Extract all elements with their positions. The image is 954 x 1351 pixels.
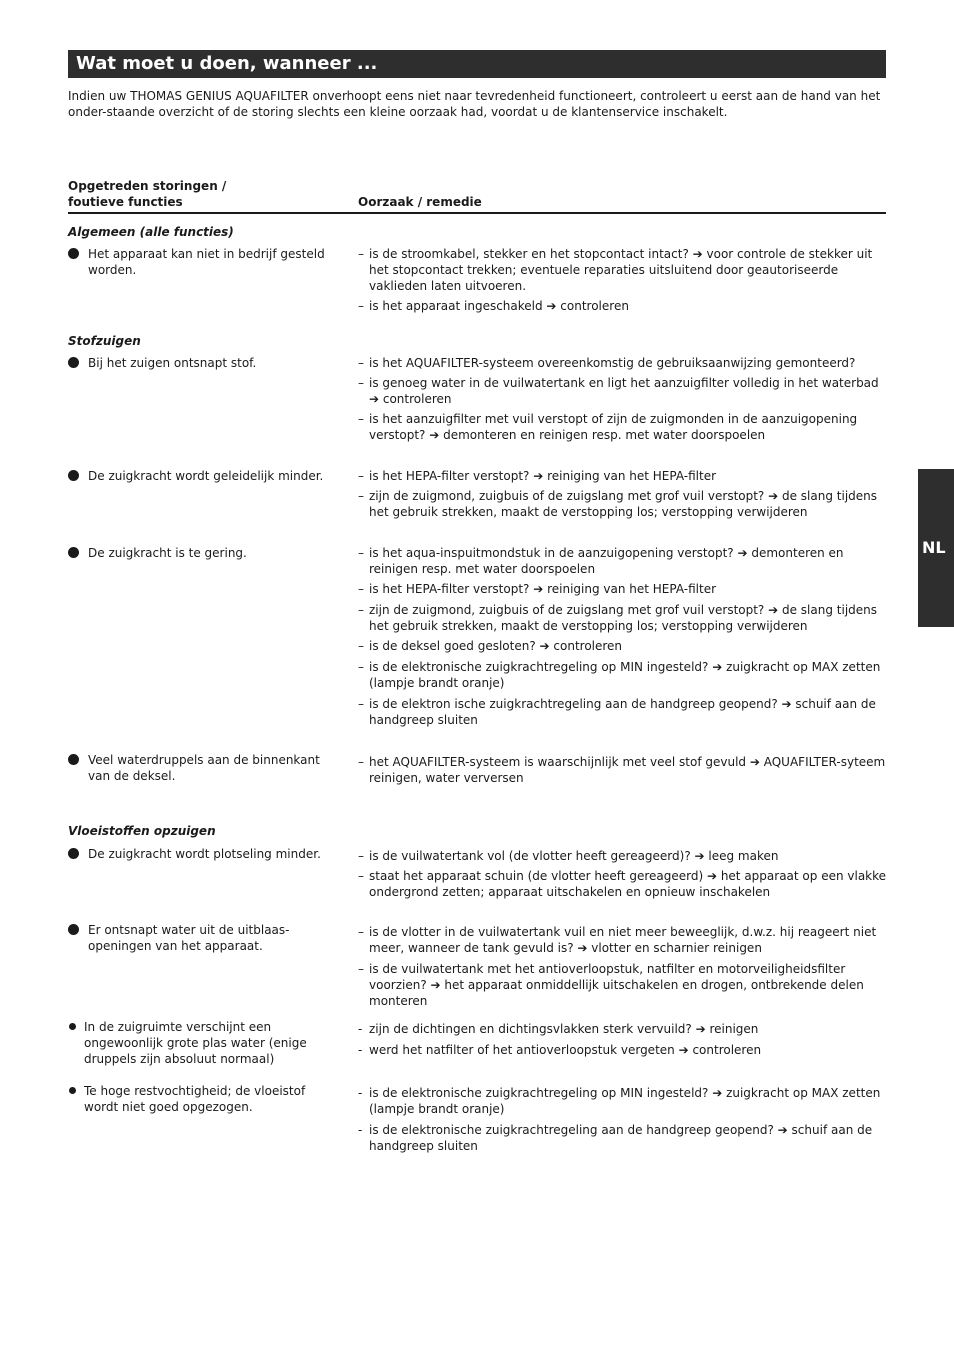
remedy-text: is het AQUAFILTER-systeem overeenkomstig de gebruiksaanwijzing gemonteerd?: [369, 356, 856, 370]
dash-marker: –: [358, 299, 364, 313]
remedy-item: [358, 488, 888, 520]
remedy-text: is de vuilwatertank met het antioverloopstuk, natfilter en motorveiligheidsfilter voorzien? ➔ het apparaat onmiddellijk uitschakelen en drogen, ontbrekende delen monteren: [369, 962, 864, 1008]
remedy-item: [358, 659, 888, 691]
remedy-text: is de elektronische zuigkrachtregeling op MIN ingesteld? ➔ zuigkracht op MAX zetten (lampje brandt oranje): [369, 660, 881, 690]
symptom-text: In de zuigruimte verschijnt een ongewoonlijk grote plas water (enige druppels zijn absoluut normaal): [84, 1020, 307, 1066]
column-header-remedy: Oorzaak / remedie: [358, 195, 482, 209]
remedy-text: is de vlotter in de vuilwatertank vuil en niet meer beweeglijk, d.w.z. hij reageert niet meer, wanneer de tank gevuld is? ➔ vlotter en scharnier reinigen: [369, 925, 877, 955]
remedy-text: is genoeg water in de vuilwatertank en ligt het aanzuigfilter volledig in het waterbad ➔ controleren: [369, 376, 879, 406]
dash-marker: –: [358, 755, 364, 769]
remedy-item: [358, 602, 888, 634]
symptom-item: [68, 246, 338, 278]
symptom-item: [68, 1019, 338, 1067]
remedy-text: is de stroomkabel, stekker en het stopcontact intact? ➔ voor controle de stekker uit het stopcontact trekken; eventuele reparaties uitsluitend door geautoriseerde vaklieden laten uitvoeren.: [369, 247, 873, 293]
hyphen-marker: -: [358, 1086, 363, 1100]
section-heading-algemeen: Algemeen (alle functies): [68, 225, 234, 239]
bullet-icon: [69, 1087, 76, 1094]
symptom-item: [68, 752, 338, 784]
dash-marker: –: [358, 660, 364, 674]
remedy-item: [358, 696, 888, 728]
symptom-item: [68, 846, 338, 862]
symptom-item: [68, 355, 338, 371]
remedy-item: [358, 375, 888, 407]
remedy-text: zijn de zuigmond, zuigbuis of de zuigslang met grof vuil verstopt? ➔ de slang tijdens het gebruik strekken, maakt de verstopping los; verstopping verwijderen: [369, 489, 878, 519]
dash-marker: –: [358, 849, 364, 863]
dash-marker: –: [358, 603, 364, 617]
column-header-symptoms: [68, 178, 226, 210]
remedy-item: [358, 581, 888, 597]
dash-marker: –: [358, 925, 364, 939]
symptom-text: De zuigkracht wordt plotseling minder.: [88, 847, 321, 861]
section-heading-vloeistoffen: Vloeistoffen opzuigen: [68, 824, 216, 838]
remedy-text: is het aqua-inspuitmondstuk in de aanzuigopening verstopt? ➔ demonteren en reinigen resp. met water doorspoelen: [369, 546, 844, 576]
remedy-item: [358, 961, 888, 1009]
symptom-item: [68, 545, 338, 561]
section-heading-stofzuigen: Stofzuigen: [68, 334, 141, 348]
remedy-text: is de vuilwatertank vol (de vlotter heeft gereageerd)? ➔ leeg maken: [369, 849, 779, 863]
symptom-text: Te hoge restvochtigheid; de vloeistof wordt niet goed opgezogen.: [84, 1084, 306, 1114]
remedy-text: zijn de dichtingen en dichtingsvlakken sterk vervuild? ➔ reinigen: [369, 1022, 759, 1036]
remedy-item: [358, 868, 888, 900]
intro-paragraph: Indien uw THOMAS GENIUS AQUAFILTER onverhoopt eens niet naar tevredenheid functioneert, controleert u eerst aan de hand van het onder-staande overzicht of de storing slechts een kleine oorzaak had, voordat u de klantenservice inschakelt.: [68, 89, 881, 119]
dash-marker: –: [358, 376, 364, 390]
remedy-text: is het HEPA-filter verstopt? ➔ reiniging van het HEPA-filter: [369, 582, 717, 596]
bullet-icon: [68, 248, 79, 259]
remedy-text: is de elektron ische zuigkrachtregeling aan de handgreep geopend? ➔ schuif aan de handgreep sluiten: [369, 697, 876, 727]
dash-marker: –: [358, 247, 364, 261]
symptom-text: Er ontsnapt water uit de uitblaas-openingen van het apparaat.: [88, 923, 290, 953]
dash-marker: –: [358, 412, 364, 426]
symptom-text: Het apparaat kan niet in bedrijf gesteld worden.: [88, 247, 325, 277]
remedy-item: [358, 848, 888, 864]
remedy-item: [358, 924, 888, 956]
title-bar: [68, 50, 886, 78]
symptom-item: [68, 468, 338, 484]
symptom-text: Bij het zuigen ontsnapt stof.: [88, 356, 257, 370]
remedy-text: is de elektronische zuigkrachtregeling op MIN ingesteld? ➔ zuigkracht op MAX zetten (lampje brandt oranje): [369, 1086, 881, 1116]
language-tab-label: NL: [922, 538, 946, 557]
dash-marker: –: [358, 962, 364, 976]
column-header-symptoms-line2: foutieve functies: [68, 195, 183, 209]
hyphen-marker: -: [358, 1022, 363, 1036]
remedy-text: het AQUAFILTER-systeem is waarschijnlijk met veel stof gevuld ➔ AQUAFILTER-syteem reinigen, water verversen: [369, 755, 886, 785]
remedy-text: werd het natfilter of het antioverloopstuk vergeten ➔ controleren: [369, 1043, 762, 1057]
remedy-item: [358, 355, 888, 371]
language-tab: [918, 469, 954, 627]
dash-marker: –: [358, 356, 364, 370]
remedy-item: [358, 1122, 888, 1154]
dash-marker: –: [358, 697, 364, 711]
remedy-text: is het HEPA-filter verstopt? ➔ reiniging van het HEPA-filter: [369, 469, 717, 483]
header-divider: [68, 212, 886, 214]
bullet-icon: [68, 357, 79, 368]
remedy-item: [358, 411, 888, 443]
remedy-item: [358, 246, 888, 294]
hyphen-marker: -: [358, 1043, 363, 1057]
page-title: Wat moet u doen, wanneer ...: [76, 53, 378, 74]
remedy-text: zijn de zuigmond, zuigbuis of de zuigslang met grof vuil verstopt? ➔ de slang tijdens het gebruik strekken, maakt de verstopping los; verstopping verwijderen: [369, 603, 878, 633]
remedy-item: [358, 1085, 888, 1117]
dash-marker: –: [358, 546, 364, 560]
symptom-text: De zuigkracht wordt geleidelijk minder.: [88, 469, 324, 483]
symptom-text: De zuigkracht is te gering.: [88, 546, 247, 560]
bullet-icon: [69, 1023, 76, 1030]
remedy-text: is het apparaat ingeschakeld ➔ controleren: [369, 299, 629, 313]
symptom-item: [68, 1083, 338, 1115]
symptom-item: [68, 922, 338, 954]
hyphen-marker: -: [358, 1123, 363, 1137]
remedy-item: [358, 298, 888, 314]
bullet-icon: [68, 470, 79, 481]
bullet-icon: [68, 547, 79, 558]
bullet-icon: [68, 848, 79, 859]
dash-marker: –: [358, 469, 364, 483]
remedy-item: [358, 1042, 888, 1058]
dash-marker: –: [358, 582, 364, 596]
remedy-item: [358, 545, 888, 577]
remedy-text: is het aanzuigfilter met vuil verstopt of zijn de zuigmonden in de aanzuigopening verstopt? ➔ demonteren en reinigen resp. met water doorspoelen: [369, 412, 858, 442]
remedy-text: is de elektronische zuigkrachtregeling aan de handgreep geopend? ➔ schuif aan de handgreep sluiten: [369, 1123, 873, 1153]
remedy-item: [358, 468, 888, 484]
bullet-icon: [68, 754, 79, 765]
remedy-item: [358, 638, 888, 654]
column-header-symptoms-line1: Opgetreden storingen /: [68, 179, 227, 193]
remedy-item: [358, 1021, 888, 1037]
dash-marker: –: [358, 489, 364, 503]
dash-marker: –: [358, 639, 364, 653]
symptom-text: Veel waterdruppels aan de binnenkant van de deksel.: [88, 753, 320, 783]
remedy-text: staat het apparaat schuin (de vlotter heeft gereageerd) ➔ het apparaat op een vlakke ondergrond zetten; apparaat uitschakelen en opnieuw inschakelen: [369, 869, 887, 899]
dash-marker: –: [358, 869, 364, 883]
remedy-text: is de deksel goed gesloten? ➔ controleren: [369, 639, 623, 653]
remedy-item: [358, 754, 888, 786]
bullet-icon: [68, 924, 79, 935]
